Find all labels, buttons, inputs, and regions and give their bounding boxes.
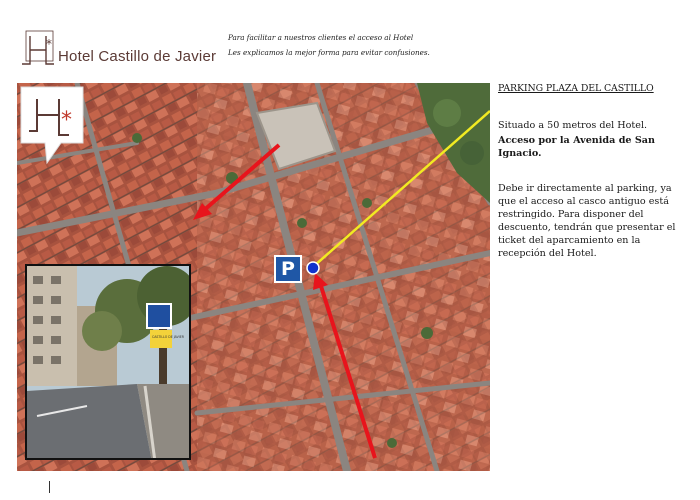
blue-location-dot-icon bbox=[307, 262, 319, 274]
hotel-logo-mark-icon bbox=[20, 28, 60, 68]
street-photo-inset bbox=[25, 264, 191, 460]
parking-instructions-text: Debe ir directamente al parking, ya que el acceso al casco antiguo está restringido. Para disponer del descuento, tendrán que presentar el ticket del aparcamiento en la recepción del Hotel. bbox=[498, 183, 676, 259]
hotel-logo bbox=[20, 28, 217, 72]
intro-line-1: Para facilitar a nuestros clientes el acceso al Hotel bbox=[228, 33, 414, 42]
street-photo-image bbox=[27, 266, 191, 460]
hotel-logo-marker-icon bbox=[17, 83, 87, 165]
parking-sign-icon: P bbox=[274, 255, 302, 283]
aerial-map bbox=[17, 83, 490, 471]
parking-title: PARKING PLAZA DEL CASTILLO bbox=[498, 83, 654, 94]
street-sign-label: CASTILLO DE JAVIER bbox=[152, 335, 184, 339]
intro-line-2: Les explicamos la mejor forma para evitar confusiones. bbox=[228, 48, 430, 57]
parking-info-panel bbox=[498, 82, 688, 260]
svg-text:*: * bbox=[61, 108, 72, 133]
page-mark bbox=[49, 481, 50, 493]
parking-access-text: Acceso por la Avenida de San Ignacio. bbox=[498, 135, 655, 159]
parking-distance-text: Situado a 50 metros del Hotel. bbox=[498, 120, 648, 131]
svg-text:*: * bbox=[46, 37, 52, 51]
intro-text bbox=[228, 30, 488, 60]
hotel-name: Hotel Castillo de Javier bbox=[58, 48, 217, 65]
